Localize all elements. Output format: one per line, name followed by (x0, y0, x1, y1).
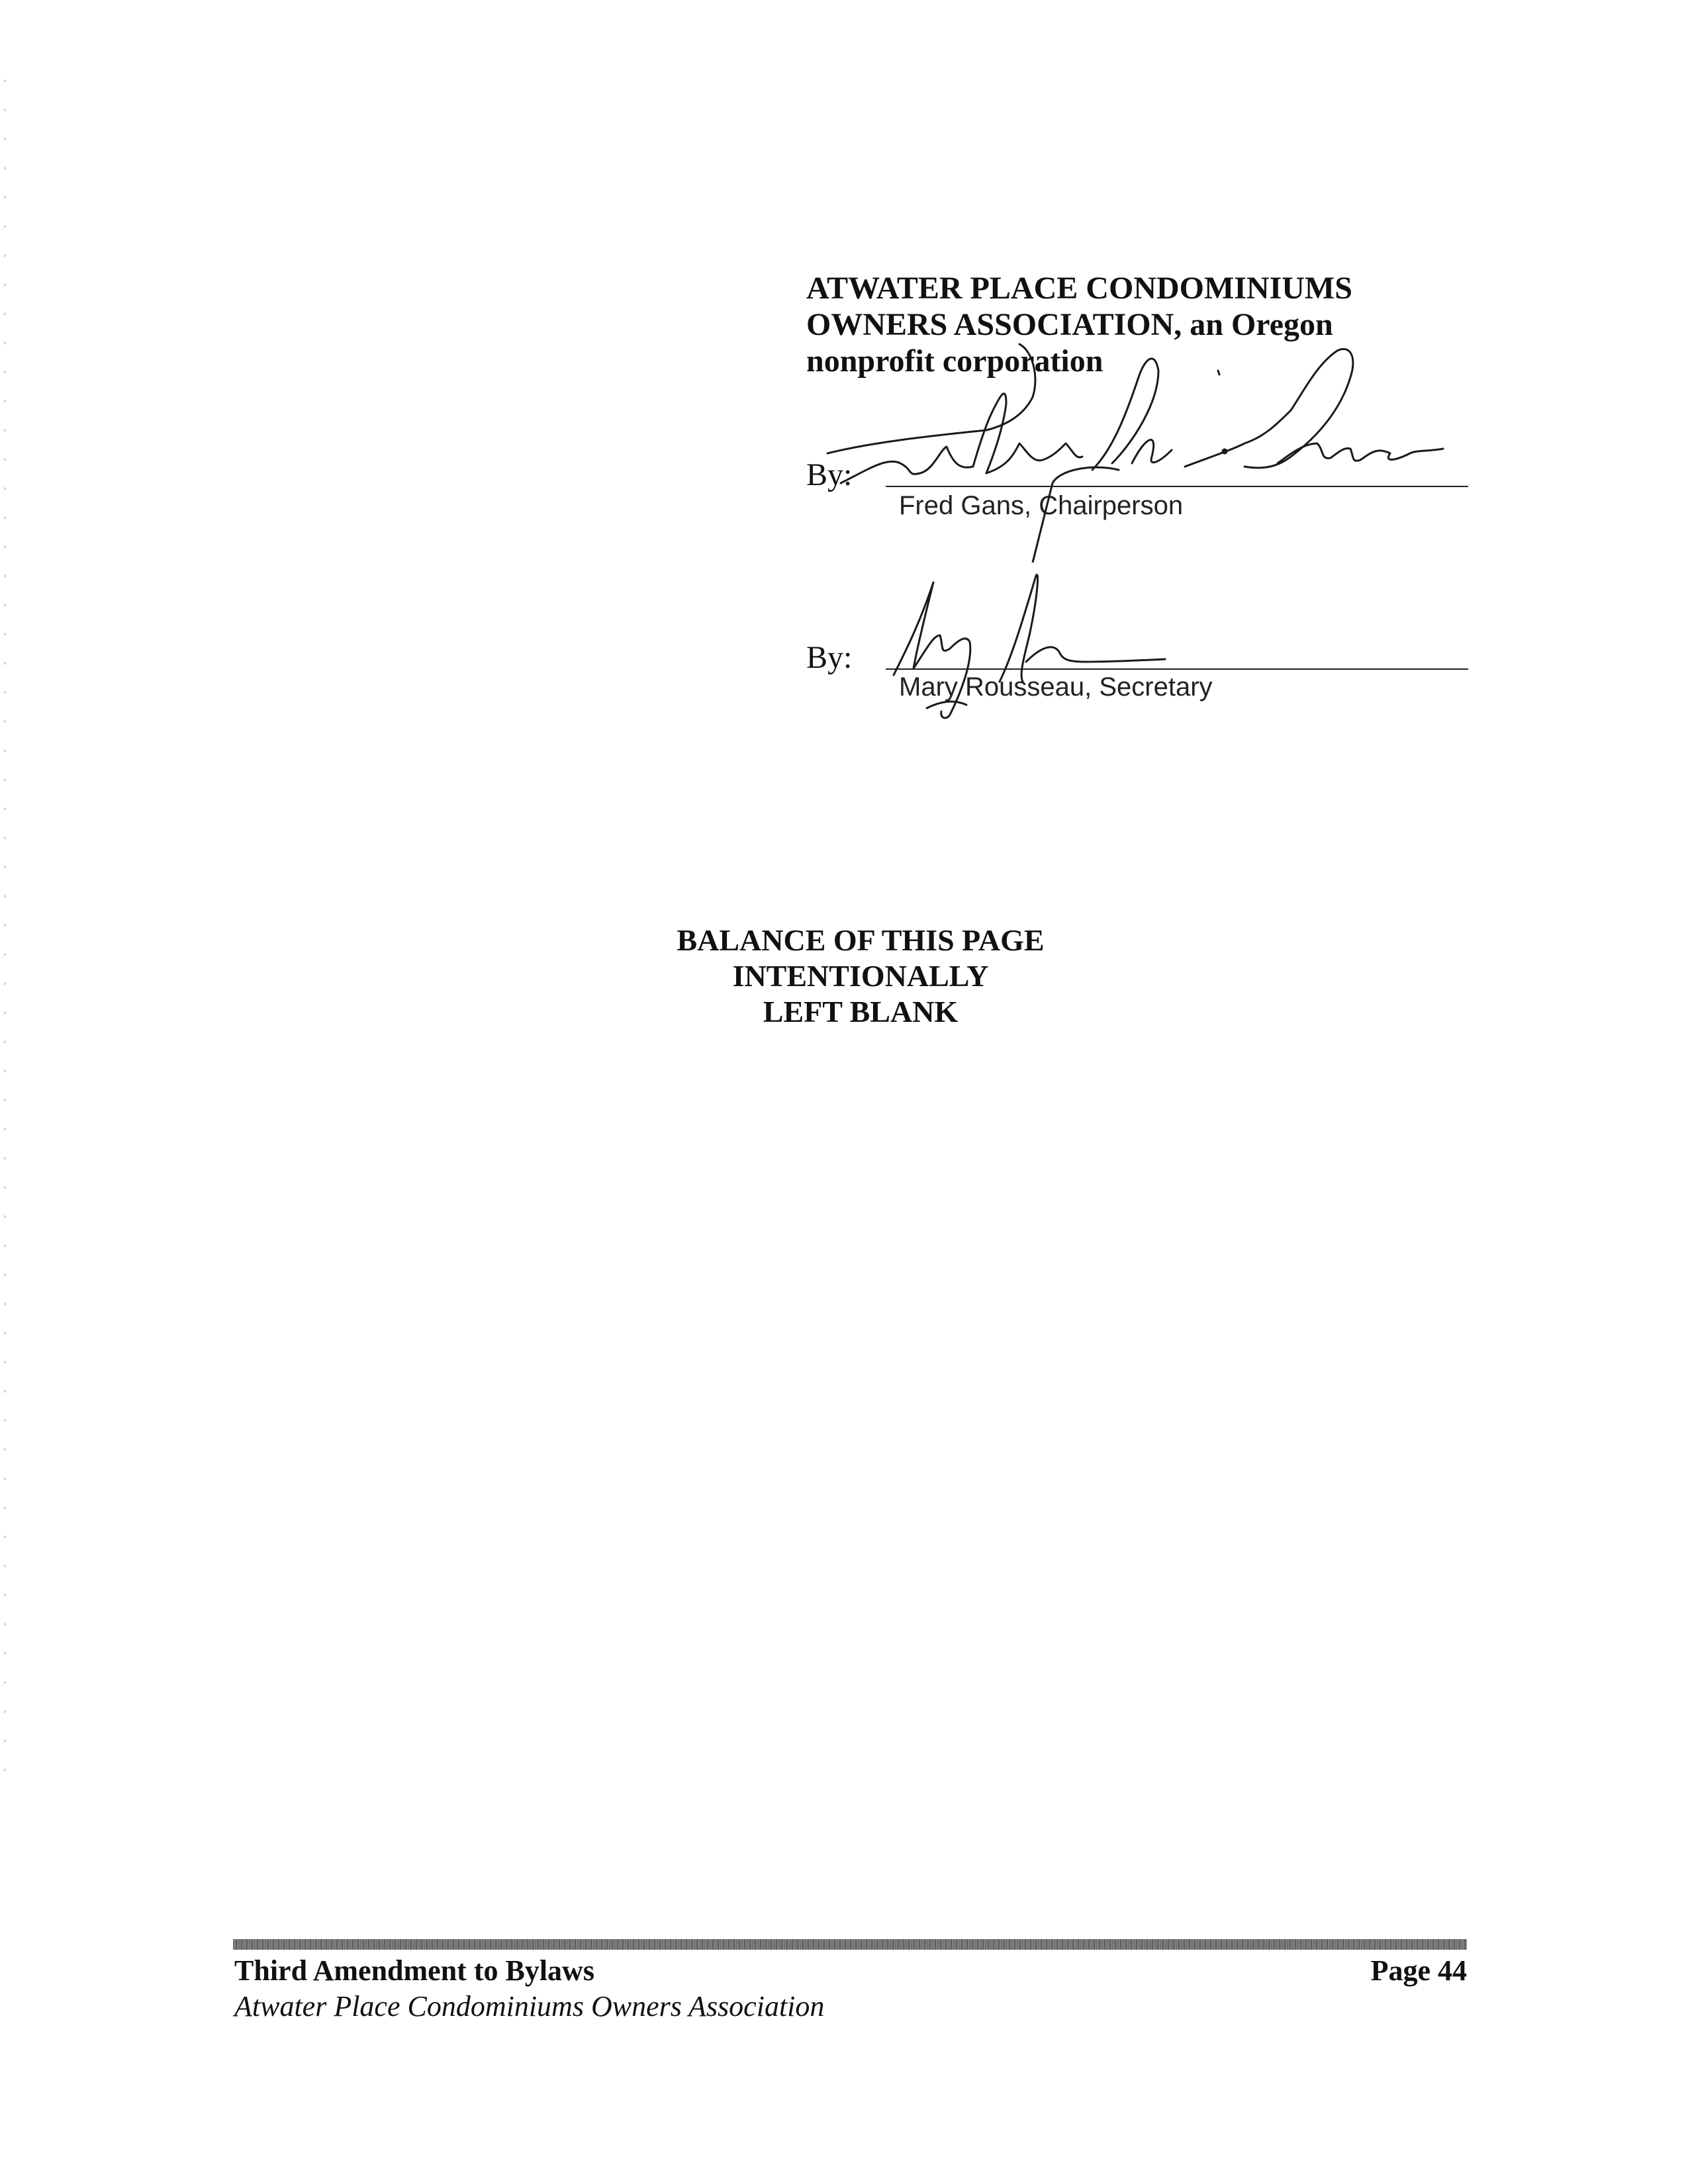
scan-edge-marks (4, 53, 6, 1774)
blank-notice-line-3: LEFT BLANK (763, 995, 959, 1028)
footer-page-number: Page 44 (1370, 1954, 1467, 1987)
by-label: By: (806, 640, 853, 675)
footer-rule (233, 1939, 1467, 1950)
organization-line-3: nonprofit corporation (806, 343, 1103, 379)
signature-line (886, 486, 1468, 487)
signature-block-secretary (806, 639, 1468, 725)
organization-block (806, 270, 1442, 379)
footer-document-title: Third Amendment to Bylaws (234, 1954, 594, 1987)
organization-line-2: OWNERS ASSOCIATION, an Oregon (806, 307, 1333, 342)
signature-block-chairperson (806, 457, 1468, 543)
blank-page-notice (596, 923, 1125, 1030)
signer-name: Mary Rousseau, Secretary (899, 672, 1213, 702)
by-label: By: (806, 457, 853, 492)
blank-notice-line-2: INTENTIONALLY (732, 959, 989, 993)
blank-notice-line-1: BALANCE OF THIS PAGE (677, 923, 1045, 957)
signer-name: Fred Gans, Chairperson (899, 491, 1184, 520)
signature-line (886, 668, 1468, 670)
organization-line-1: ATWATER PLACE CONDOMINIUMS (806, 271, 1352, 306)
footer-document-subtitle: Atwater Place Condominiums Owners Association (234, 1990, 825, 2023)
